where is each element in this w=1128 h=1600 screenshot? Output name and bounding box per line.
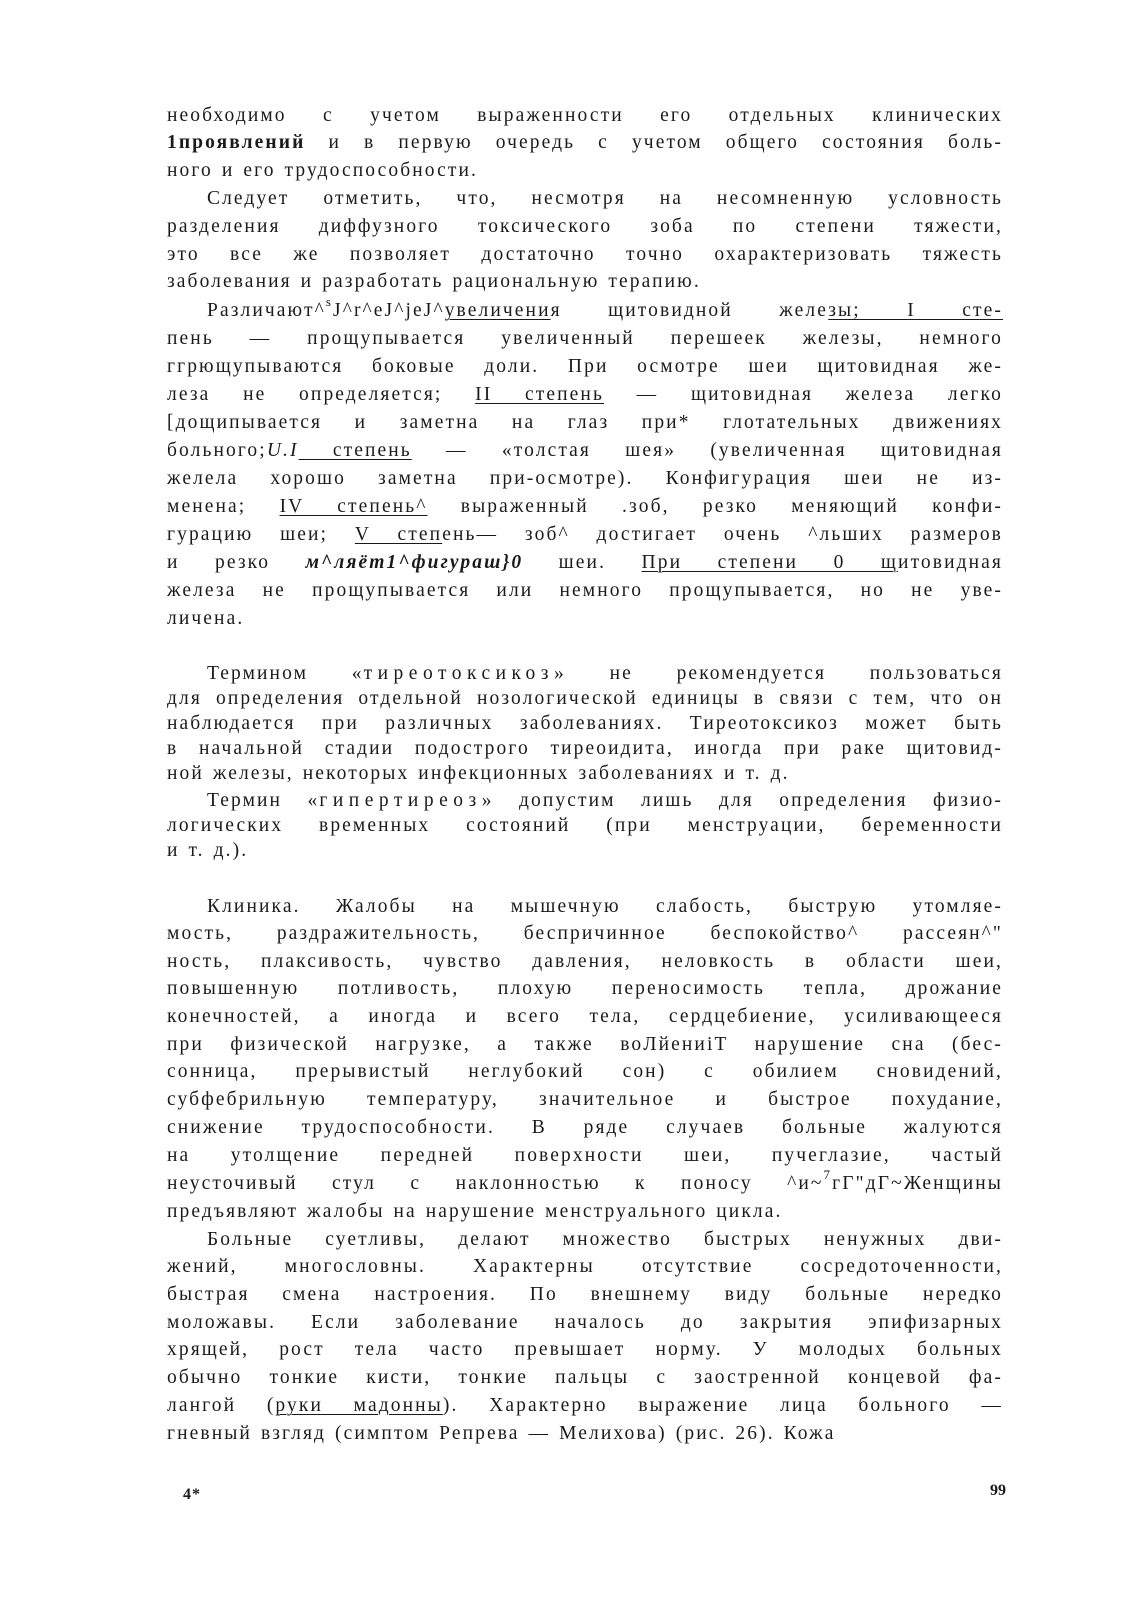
text-line xyxy=(167,948,1003,976)
text-span: — «толстая шея» (увеличенная щитовидная xyxy=(411,440,1003,461)
text-line xyxy=(167,1392,1003,1420)
text-span: — щитовидная железа легко xyxy=(603,384,1003,405)
text-span: s xyxy=(325,294,333,309)
text-span: тиреотоксикоз xyxy=(363,663,554,684)
text-span: моложавы. Если заболевание началось до закрытия эпифизарных xyxy=(167,1312,1003,1333)
text-line xyxy=(207,1226,1003,1254)
text-line xyxy=(167,1420,1003,1448)
text-line xyxy=(167,1336,1003,1364)
text-span: конечностей, а иногда и всего тела, сердцебиение, усиливающееся xyxy=(167,1006,1003,1027)
text-span: Клиника. Жалобы на мышечную слабость, быструю утомляе- xyxy=(207,896,1003,917)
text-line xyxy=(167,710,1003,738)
text-span: повышенную потливость, плохую переносимость тепла, дрожание xyxy=(167,978,1003,999)
text-span: желела хорошо заметна при-осмотре). Конфигурация шеи не из- xyxy=(167,468,1003,489)
text-span: Различают^ xyxy=(207,300,326,321)
text-line xyxy=(167,381,1003,409)
text-span: гГ"дГ~Женщины xyxy=(832,1173,1003,1194)
text-span: ень— зоб^ достигает очень ^льших размеров xyxy=(442,524,1003,545)
text-span: II степень xyxy=(475,384,604,405)
text-line xyxy=(167,325,1003,353)
text-span: зы; I сте- xyxy=(828,300,1003,321)
text-span: Следует отметить, что, несмотря на несомненную условность xyxy=(207,188,1003,209)
text-span: снижение трудоспособности. В ряде случаев больные жалуются xyxy=(167,1117,1003,1138)
text-span: V степ xyxy=(354,524,443,545)
text-span: я щитовидной желе xyxy=(550,300,829,321)
signature-mark: 4* xyxy=(183,1486,201,1503)
text-span: » допустим лишь для определения физио- xyxy=(481,790,1003,811)
text-span: J^r^eJ^jeJ^ xyxy=(333,300,445,321)
text-line xyxy=(167,975,1003,1003)
text-span: наблюдается при различных заболеваниях. Тиреотоксикоз может быть xyxy=(167,713,1003,734)
text-line xyxy=(167,812,1003,840)
text-span: руки мадонны xyxy=(275,1395,443,1416)
text-span: гневный взгляд (симптом Репрева — Мелихова) (рис. 26). Кожа xyxy=(167,1423,836,1444)
text-span: гипертиреоз xyxy=(319,790,482,811)
text-span: 1проявлений xyxy=(167,132,306,153)
text-span: ). Характерно выражение лица больного — xyxy=(442,1395,1003,1416)
text-line xyxy=(167,493,1003,521)
text-line xyxy=(207,787,1003,815)
text-span: логических временных состояний (при менструации, беременности xyxy=(167,815,1003,836)
text-span: гурацию шеи; xyxy=(167,524,355,545)
text-line xyxy=(167,735,1003,763)
text-line xyxy=(167,1003,1003,1031)
text-span: для определения отдельной нозологической единицы в связи с тем, что он xyxy=(167,688,1003,709)
text-span: U.I xyxy=(266,440,299,461)
text-span: хрящей, рост тела часто превышает норму. У молодых больных xyxy=(167,1339,1003,1360)
text-span: на утолщение передней поверхности шеи, пучеглазие, частый xyxy=(167,1145,1003,1166)
text-line xyxy=(167,1309,1003,1337)
text-line xyxy=(207,185,1003,213)
text-span: » не рекомендуется пользоваться xyxy=(553,663,1003,684)
text-line xyxy=(167,102,1003,130)
text-span: ного и его трудоспособности. xyxy=(167,160,478,181)
text-span: и т. д.). xyxy=(167,840,249,861)
text-span: Больные суетливы, делают множество быстрых ненужных дви- xyxy=(207,1229,1003,1250)
text-span: ной железы, некоторых инфекционных заболеваниях и т. д. xyxy=(167,763,790,784)
text-line xyxy=(167,409,1003,437)
text-span: быстрая смена настроения. По внешнему виду больные нередко xyxy=(167,1284,1003,1305)
text-line xyxy=(167,268,1003,296)
text-span: и резко xyxy=(167,552,306,573)
text-span: итовидная xyxy=(898,552,1004,573)
text-span: при физической нагрузке, а также воЛйениiT нарушение сна (бес- xyxy=(167,1034,1003,1055)
text-line xyxy=(167,1086,1003,1114)
text-line xyxy=(167,1142,1003,1170)
text-span: шеи. xyxy=(523,552,642,573)
text-span: необходимо с учетом выраженности его отдельных клинических xyxy=(167,105,1003,126)
text-span: больного; xyxy=(167,440,267,461)
text-line xyxy=(167,129,1003,157)
text-span: заболевания и разработать рациональную терапию. xyxy=(167,271,701,292)
text-span: Термином « xyxy=(207,663,364,684)
text-span: в начальной стадии подострого тиреоидита, иногда при раке щитовид- xyxy=(167,738,1003,759)
text-span: сонница, прерывистый неглубокий сон) с обилием сновидений, xyxy=(167,1061,1003,1082)
text-line xyxy=(167,241,1003,269)
text-span: ность, плаксивость, чувство давления, неловкость в области шеи, xyxy=(167,951,1003,972)
text-span: субфебрильную температуру, значительное и быстрое похудание, xyxy=(167,1089,1003,1110)
text-span: увеличени xyxy=(444,300,551,321)
text-line xyxy=(167,605,1003,633)
text-span: мость, раздражительность, беспричинное беспокойство^ рассеян^" xyxy=(167,923,1003,944)
text-span: неусточивый стул с наклонностью к поносу ^и~ xyxy=(167,1173,824,1194)
text-span: предъявляют жалобы на нарушение менструального цикла. xyxy=(167,1201,783,1222)
text-line xyxy=(167,1281,1003,1309)
text-span: [дощипывается и заметна на глаз при* глотательных движениях xyxy=(167,412,1003,433)
text-span: 7 xyxy=(823,1167,833,1182)
text-span: лангой ( xyxy=(167,1395,276,1416)
text-span: личена. xyxy=(167,608,245,629)
text-span: м^ляёт1^фигураш}0 xyxy=(305,552,524,573)
text-span: ггрющупываются боковые доли. При осмотре шеи щитовидная же- xyxy=(167,356,1003,377)
text-line xyxy=(167,549,1003,577)
text-line xyxy=(167,1364,1003,1392)
text-span: При степени 0 щ xyxy=(641,552,899,573)
text-span: жений, многословны. Характерны отсутствие сосредоточенности, xyxy=(167,1256,1003,1277)
text-line xyxy=(167,1114,1003,1142)
text-line xyxy=(167,577,1003,605)
text-line xyxy=(167,920,1003,948)
text-span: IV степень^ xyxy=(279,496,428,517)
text-span: это все же позволяет достаточно точно охарактеризовать тяжесть xyxy=(167,244,1003,265)
text-span: обычно тонкие кисти, тонкие пальцы с заостренной концевой фа- xyxy=(167,1367,1003,1388)
text-span: и в первую очередь с учетом общего состояния боль- xyxy=(305,132,1003,153)
text-line xyxy=(167,1167,1003,1198)
text-span: разделения диффузного токсического зоба по степени тяжести, xyxy=(167,216,1003,237)
text-line xyxy=(167,1253,1003,1281)
text-span: железа не прощупывается или немного прощупывается, но не уве- xyxy=(167,580,1003,601)
text-line xyxy=(167,685,1003,713)
text-span: леза не определяется; xyxy=(167,384,476,405)
text-line xyxy=(207,660,1003,688)
text-span: менена; xyxy=(167,496,280,517)
text-line xyxy=(167,213,1003,241)
text-span: выраженный .зоб, резко меняющий конфи- xyxy=(427,496,1003,517)
text-line xyxy=(207,294,1003,325)
text-line xyxy=(167,1031,1003,1059)
text-span: пень — прощупывается увеличенный перешеек железы, немного xyxy=(167,328,1003,349)
text-line xyxy=(167,1198,1003,1226)
text-line xyxy=(167,760,1003,788)
text-line xyxy=(207,893,1003,921)
text-line xyxy=(167,521,1003,549)
text-line xyxy=(167,837,1003,865)
text-line xyxy=(167,353,1003,381)
text-line xyxy=(167,157,1003,185)
text-span: Термин « xyxy=(207,790,320,811)
text-span: степень xyxy=(298,440,412,461)
page-number: 99 xyxy=(990,1482,1006,1499)
text-line xyxy=(167,1058,1003,1086)
text-line xyxy=(167,437,1003,465)
text-line xyxy=(167,465,1003,493)
